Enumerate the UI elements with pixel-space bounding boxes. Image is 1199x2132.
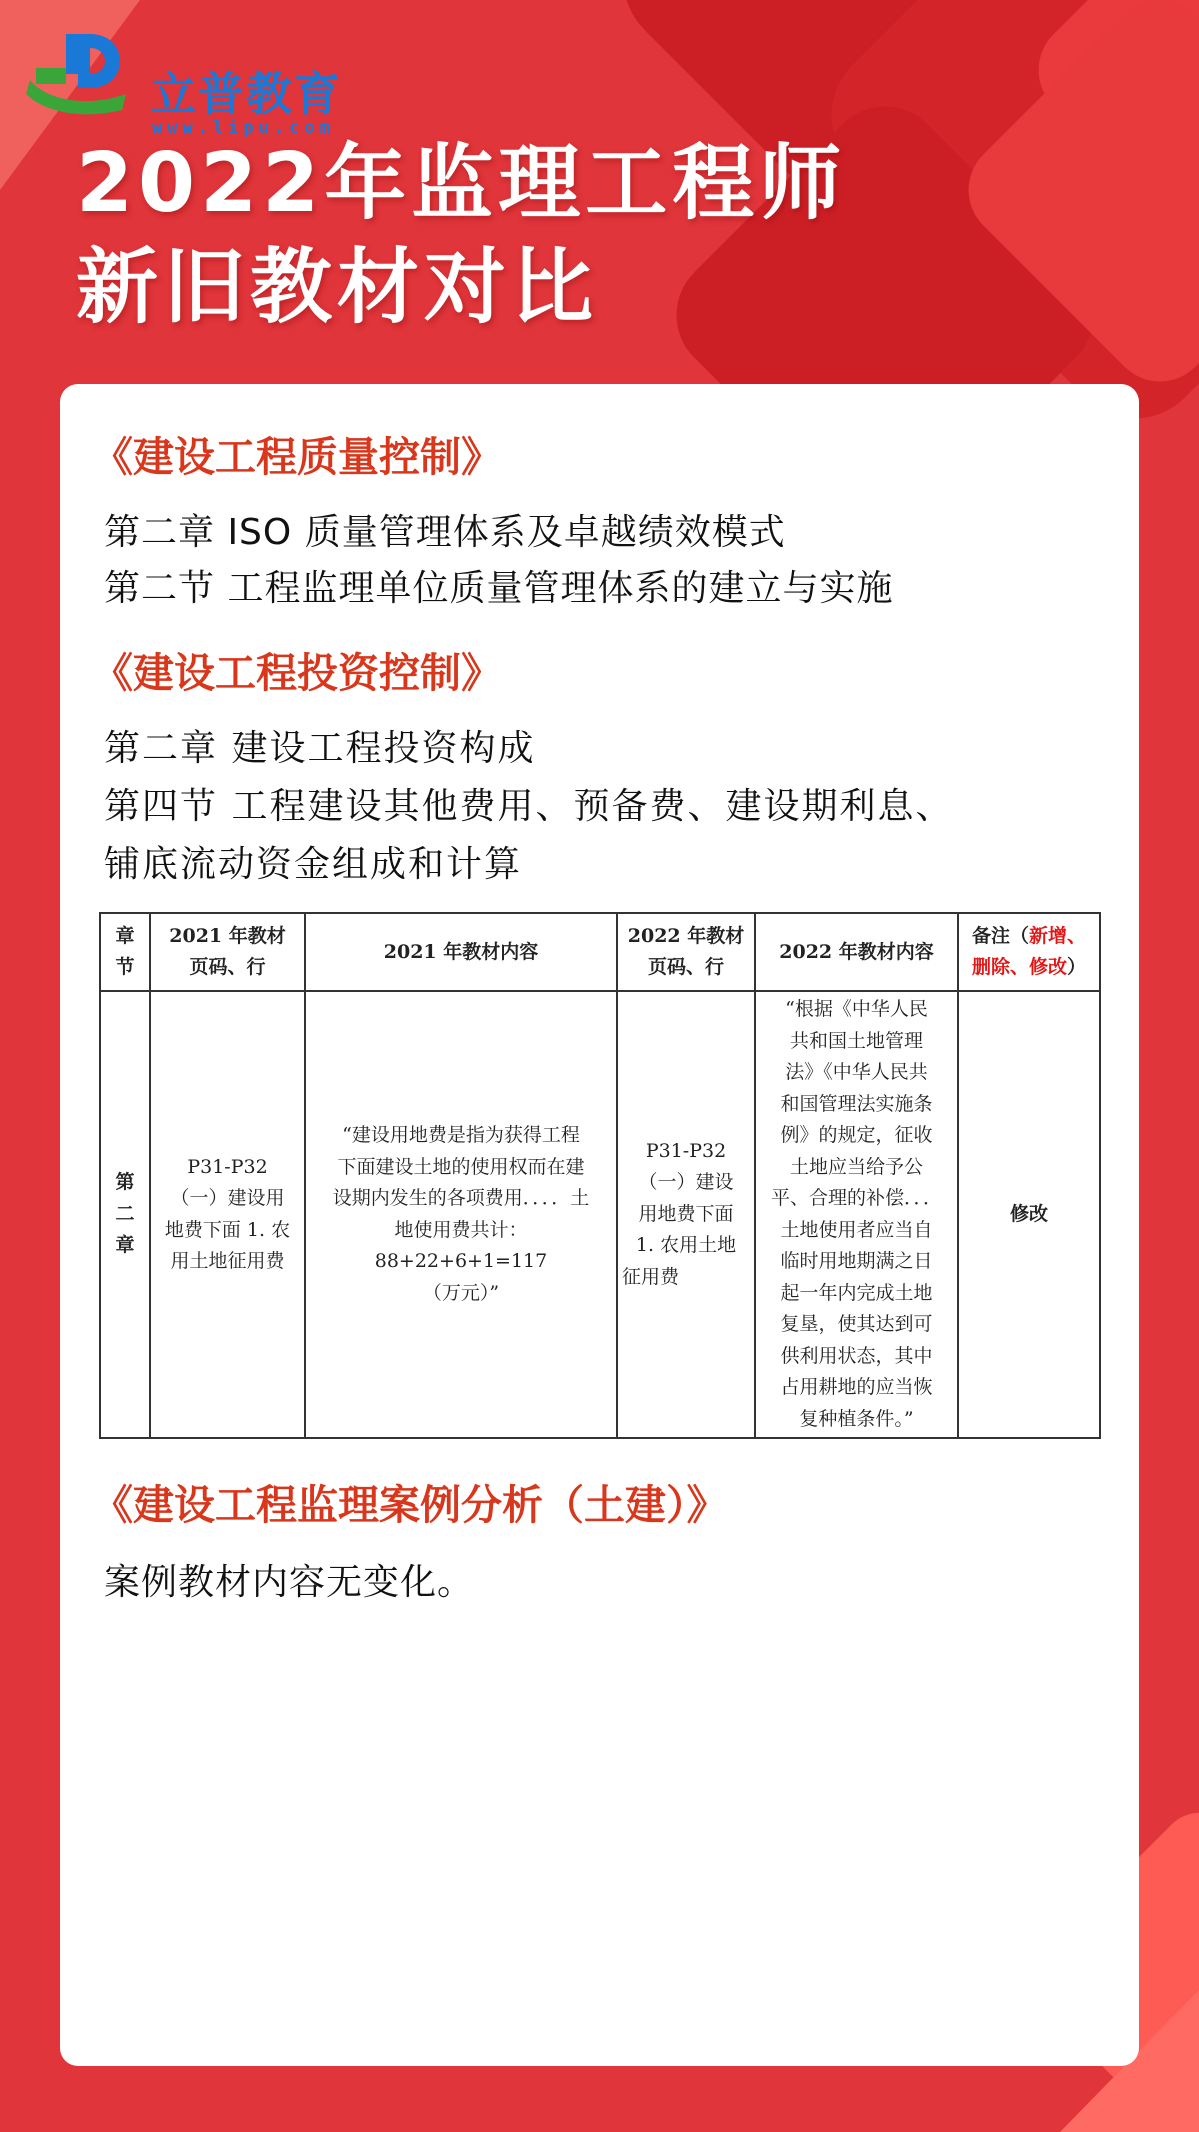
table-header-row: [100, 913, 1100, 991]
headline-line-1: 2022年监理工程师: [76, 136, 847, 231]
section-3-line-1: 案例教材内容无变化。: [104, 1562, 475, 1603]
cell-page-2022: P31-P32 （一）建设 用地费下面 1. 农用土地 征用费: [617, 991, 755, 1438]
content-card: [60, 384, 1139, 2066]
section-2-line-3: 铺底流动资金组成和计算: [104, 844, 523, 885]
section-title-quality-control: 《建设工程质量控制》: [92, 433, 502, 481]
header-page-2021: 2021 年教材 页码、行: [150, 913, 305, 991]
cell-remark: 修改: [958, 991, 1100, 1438]
header-content-2021: 2021 年教材内容: [305, 913, 617, 991]
header-content-2022: 2022 年教材内容: [755, 913, 958, 991]
section-2-line-2: 第四节 工程建设其他费用、预备费、建设期利息、: [104, 786, 954, 827]
section-title-case-analysis: 《建设工程监理案例分析（土建）》: [92, 1481, 728, 1529]
remark-types: 新增、删除、修改: [971, 925, 1087, 978]
textbook-comparison-table: [99, 912, 1101, 1439]
page-headline: [76, 132, 846, 340]
section-title-investment-control: 《建设工程投资控制》: [92, 649, 502, 697]
brand-logo[interactable]: [26, 28, 346, 138]
section-1-line-2: 第二节 工程监理单位质量管理体系的建立与实施: [104, 568, 894, 609]
header-chapter: 章 节: [100, 913, 150, 991]
headline-line-2: 新旧教材对比: [76, 240, 599, 335]
section-2-line-1: 第二章 建设工程投资构成: [104, 728, 536, 769]
header-remark: 备注（新增、删除、修改）: [958, 913, 1100, 991]
lp-logo-icon: [26, 28, 146, 118]
table-row: [100, 991, 1100, 1438]
cell-content-2022: “根据《中华人民 共和国土地管理 法》《中华人民共 和国管理法实施条 例》的规定，征收 土地应当给予公 平、合理的补偿．．． 土地使用者应当自 临时用地期满之日 起一年内完成土地 复垦，使其达到可 供利用状态，其中 占用耕地的应当恢 复种植条件。”: [755, 991, 958, 1438]
header-page-2022: 2022 年教材 页码、行: [617, 913, 755, 991]
section-1-line-1: 第二章 ISO 质量管理体系及卓越绩效模式: [104, 512, 786, 553]
brand-url[interactable]: www.lipu.com: [152, 118, 335, 138]
cell-chapter: 第 二 章: [100, 991, 150, 1438]
brand-name: 立普教育: [150, 67, 342, 121]
cell-page-2021: P31-P32 （一）建设用 地费下面 1. 农 用土地征用费: [150, 991, 305, 1438]
cell-content-2021: “建设用地费是指为获得工程 下面建设土地的使用权而在建 设期内发生的各项费用．．．．土 地使用费共计：88+22+6+1=117 （万元）”: [305, 991, 617, 1438]
